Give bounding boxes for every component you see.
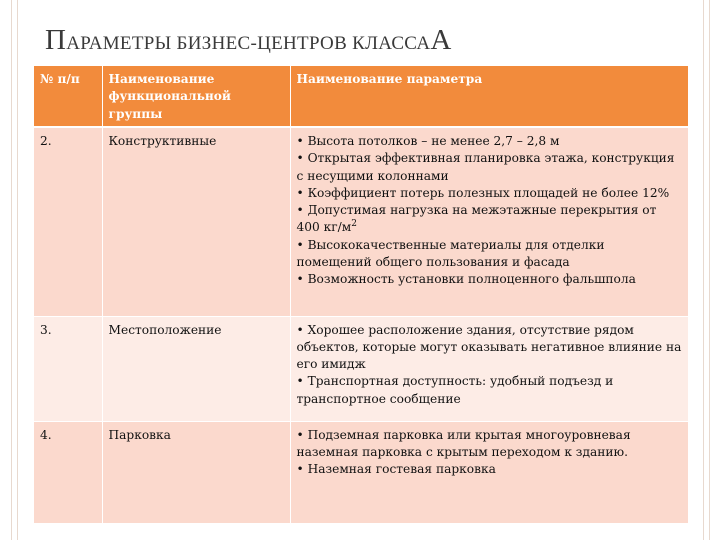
- title-main: АРАМЕТРЫ БИЗНЕС-ЦЕНТРОВ КЛАССА: [66, 33, 431, 54]
- row-group: Местоположение: [102, 316, 290, 421]
- title-cap-first: П: [45, 24, 67, 56]
- row-number: 4.: [34, 421, 102, 523]
- row-group: Парковка: [102, 421, 290, 523]
- param-line: • Открытая эффективная планировка этажа, конструкция с несущими колоннами: [296, 151, 675, 183]
- table-row: [34, 316, 688, 421]
- table-header-row: [34, 66, 688, 127]
- header-parameter: Наименование параметра: [290, 66, 688, 127]
- row-parameters: [290, 316, 688, 421]
- table-row: [34, 127, 688, 316]
- param-line: • Транспортная доступность: удобный подъезд и транспортное сообщение: [296, 374, 614, 406]
- row-number: 3.: [34, 316, 102, 421]
- param-line: • Возможность установки полноценного фальшпола: [296, 272, 636, 287]
- slide-title: [45, 24, 452, 57]
- header-group: Наименование функциональной группы: [102, 66, 290, 127]
- param-line: • Подземная парковка или крытая многоуровневая наземная парковка с крытым переходом к зданию.: [296, 427, 631, 459]
- row-parameters: [290, 127, 688, 316]
- header-number: № п/п: [34, 66, 102, 127]
- superscript-2: 2: [351, 219, 357, 230]
- param-line: • Высота потолков – не менее 2,7 – 2,8 м: [296, 134, 560, 148]
- right-frame-decoration: [703, 0, 710, 540]
- param-text: • Допустимая нагрузка на межэтажные перекрытия от 400 кг/м: [296, 203, 657, 235]
- parameters-table: [34, 66, 688, 524]
- param-line: • Коэффициент потерь полезных площадей не более 12%: [296, 185, 670, 200]
- title-cap-last: А: [430, 24, 452, 56]
- row-parameters: [290, 421, 688, 523]
- row-number: 2.: [34, 127, 102, 316]
- table-row: [34, 421, 688, 523]
- param-line: • Высококачественные материалы для отделки помещений общего пользования и фасада: [296, 237, 605, 270]
- left-frame-decoration: [11, 0, 18, 540]
- row-group: Конструктивные: [102, 127, 290, 316]
- param-line: • Хорошее расположение здания, отсутствие рядом объектов, которые могут оказывать негативное влияние на его имидж: [296, 322, 682, 372]
- param-line: • Наземная гостевая парковка: [296, 462, 496, 477]
- param-line-with-sup: [297, 202, 683, 237]
